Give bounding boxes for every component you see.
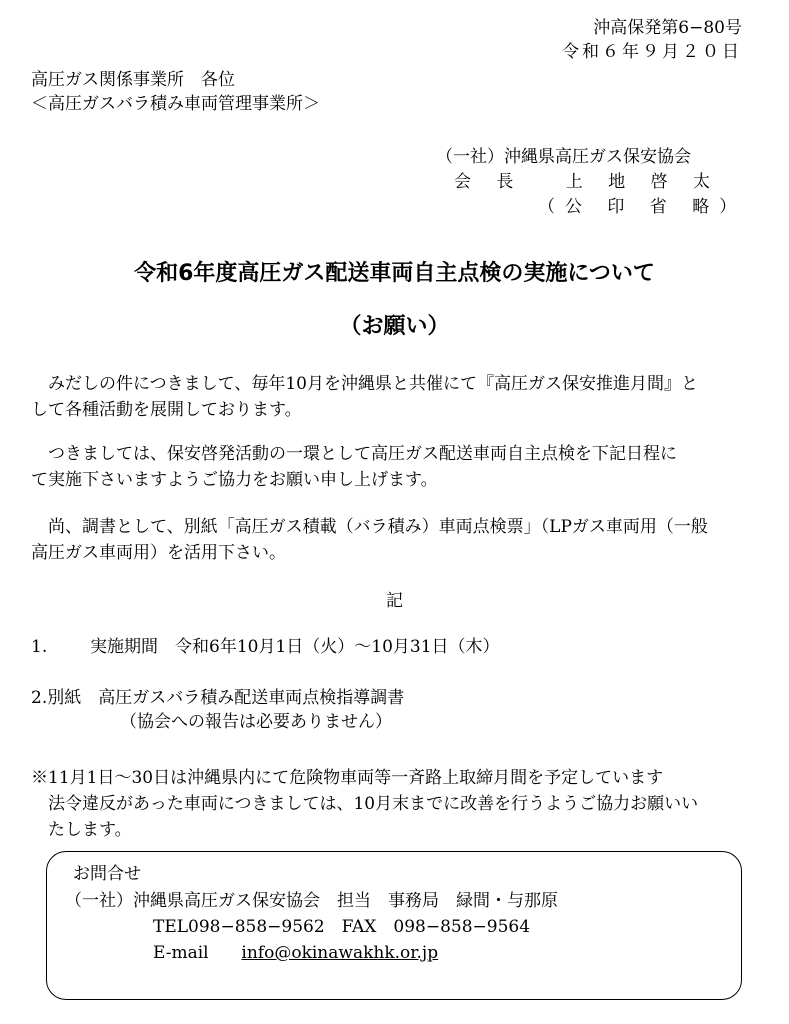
body-paragraph-2 bbox=[31, 441, 756, 493]
notice-line-3: たします。 bbox=[48, 820, 132, 840]
item-1-text: 実施期間 令和6年10月1日（火）〜10月31日（木） bbox=[90, 637, 500, 657]
seal-omitted-note: （公 印 省 略） bbox=[538, 197, 747, 217]
paragraph-2-line-1: つきましては、保安啓発活動の一環として高圧ガス配送車両自主点検を下記日程に bbox=[48, 444, 677, 464]
body-paragraph-3 bbox=[31, 514, 756, 566]
notice-line-2: 法令違反があった車両につきましては、10月末までに改善を行うようご協力お願いい bbox=[48, 794, 699, 814]
document-number: 沖高保発第6−80号 bbox=[593, 18, 742, 38]
paragraph-3-line-2: 高圧ガス車両用）を活用下さい。 bbox=[31, 543, 286, 563]
item-1-number: 1. bbox=[31, 637, 48, 657]
document-title: 令和6年度高圧ガス配送車両自主点検の実施について bbox=[134, 261, 655, 286]
contact-organization-line: （一社）沖縄県高圧ガス保安協会 担当 事務局 緑間・与那原 bbox=[65, 891, 558, 911]
paragraph-2-line-2: て実施下さいますようご協力をお願い申し上げます。 bbox=[31, 470, 438, 490]
recipient-line-1: 高圧ガス関係事業所 各位 bbox=[31, 70, 235, 90]
notice-line-1: ※11月1日〜30日は沖縄県内にて危険物車両等一斉路上取締月間を予定しています bbox=[31, 768, 664, 788]
sender-role: 会 長 上 地 啓 太 bbox=[454, 172, 721, 192]
contact-box bbox=[46, 851, 742, 1000]
contact-tel-fax: TEL098−858−9562 FAX 098−858−9564 bbox=[153, 917, 531, 937]
paragraph-3-line-1: 尚、調書として、別紙「高圧ガス積載（バラ積み）車両点検票」（LPガス車両用（一般 bbox=[48, 517, 708, 537]
item-2-text: 2.別紙 高圧ガスバラ積み配送車両点検指導調書 bbox=[31, 688, 405, 708]
paragraph-1-line-1: みだしの件につきまして、毎年10月を沖縄県と共催にて『高圧ガス保安推進月間』と bbox=[48, 374, 698, 394]
contact-heading: お問合せ bbox=[73, 864, 141, 884]
body-paragraph-1 bbox=[31, 371, 756, 423]
ki-marker: 記 bbox=[386, 591, 403, 611]
email-link[interactable]: info@okinawakhk.or.jp bbox=[241, 943, 439, 963]
document-subtitle: （お願い） bbox=[339, 314, 450, 339]
sender-organization: （一社）沖縄県高圧ガス保安協会 bbox=[436, 147, 691, 167]
contact-email-row bbox=[153, 941, 438, 965]
issue-date: 令和６年９月２０日 bbox=[562, 42, 742, 62]
recipient-line-2: ＜高圧ガスバラ積み車両管理事業所＞ bbox=[31, 94, 320, 114]
email-label: E-mail bbox=[153, 943, 209, 963]
item-2-note: （協会への報告は必要ありません） bbox=[120, 712, 392, 732]
paragraph-1-line-2: して各種活動を展開しております。 bbox=[31, 400, 302, 420]
